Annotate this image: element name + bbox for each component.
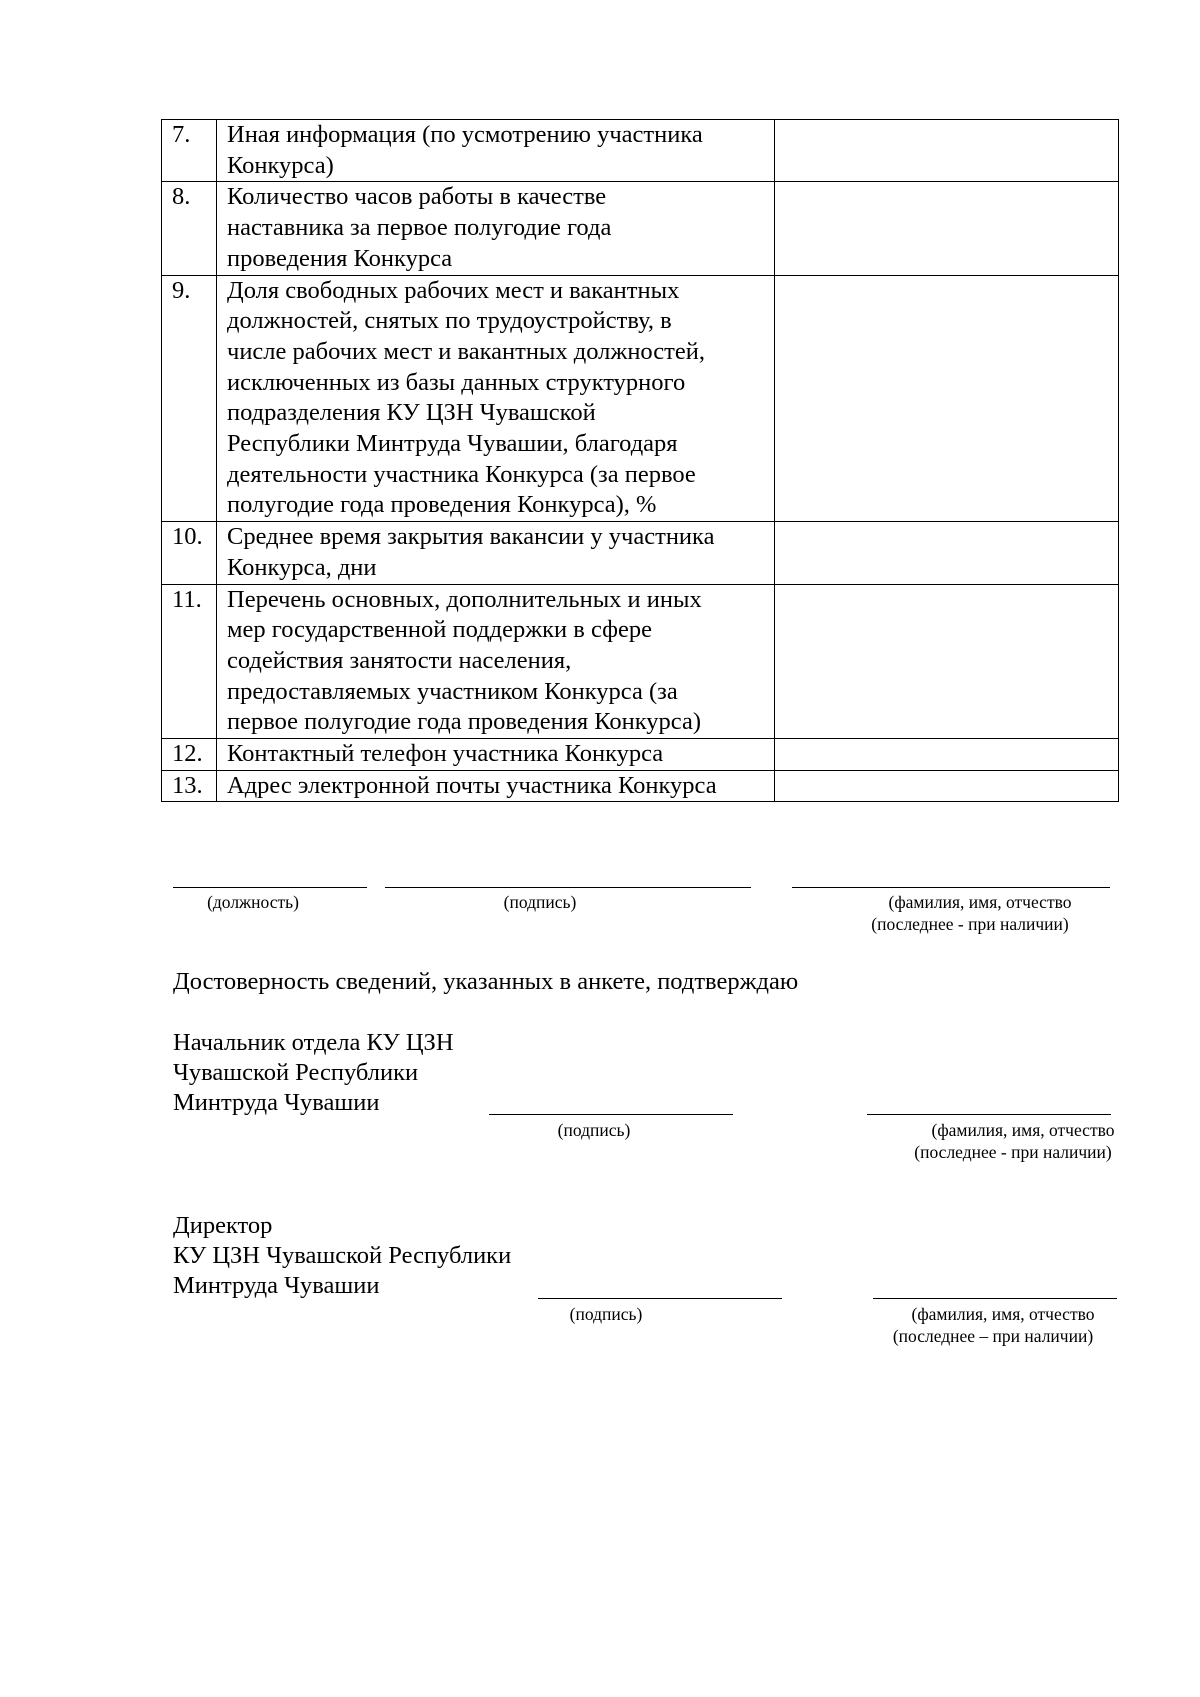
participant-name-caption-line1: (фамилия, имя, отчество	[888, 892, 1072, 912]
participant-signature-caption: (подпись)	[503, 892, 577, 912]
row-number: 13.	[162, 770, 217, 802]
row-description-line: Иная информация (по усмотрению участника	[227, 121, 703, 148]
director-name-caption-line2: (последнее – при наличии)	[892, 1326, 1094, 1346]
row-description-line: Перечень основных, дополнительных и иных	[227, 585, 702, 613]
row-value-cell[interactable]	[775, 739, 1119, 771]
director-signature-caption: (подпись)	[569, 1304, 643, 1324]
director-title-line2: КУ ЦЗН Чувашской Республики	[173, 1242, 512, 1269]
position-caption: (должность)	[207, 892, 299, 912]
row-description	[217, 120, 775, 182]
row-number: 11.	[162, 584, 217, 739]
position-signature-line	[173, 887, 367, 888]
department-head-name-line	[867, 1114, 1111, 1115]
row-description-line: Конкурса)	[227, 151, 334, 179]
row-description	[217, 522, 775, 584]
director-signature-line	[538, 1298, 782, 1299]
row-description-line: Количество часов работы в качестве	[227, 183, 607, 211]
row-number: 10.	[162, 522, 217, 584]
row-description-line: проведения Конкурса	[227, 244, 453, 272]
row-description-line: исключенных из базы данных структурного	[227, 368, 686, 396]
row-value-cell[interactable]	[775, 770, 1119, 802]
row-value-cell[interactable]	[775, 584, 1119, 739]
row-description-line: Республики Минтруда Чувашии, благодаря	[227, 430, 678, 458]
row-description	[217, 182, 775, 275]
row-description-line: Доля свободных рабочих мест и вакантных	[227, 276, 680, 304]
department-head-title-line1: Начальник отдела КУ ЦЗН	[173, 1029, 454, 1056]
row-description	[217, 275, 775, 522]
table-row	[162, 770, 1119, 802]
department-head-signature-caption: (подпись)	[557, 1120, 631, 1140]
row-value-cell[interactable]	[775, 275, 1119, 522]
row-description-line: полугодие года проведения Конкурса), %	[227, 491, 657, 519]
row-number: 12.	[162, 739, 217, 771]
department-head-signature-line	[489, 1114, 733, 1115]
department-head-name-caption-line1: (фамилия, имя, отчество	[931, 1120, 1115, 1140]
row-description-line: наставника за первое полугодие года	[227, 214, 612, 242]
row-value-cell[interactable]	[775, 182, 1119, 275]
row-description-line: предоставляемых участником Конкурса (за	[227, 677, 678, 705]
table-row	[162, 739, 1119, 771]
row-description-line: должностей, снятых по трудоустройству, в	[227, 307, 672, 335]
row-description	[217, 739, 775, 771]
table-row	[162, 522, 1119, 584]
row-description	[217, 770, 775, 802]
row-description-line: содействия занятости населения,	[227, 646, 572, 674]
row-value-cell[interactable]	[775, 522, 1119, 584]
row-description	[217, 584, 775, 739]
participant-name-line	[792, 887, 1110, 888]
row-value-cell[interactable]	[775, 120, 1119, 182]
department-head-title-line2: Чувашской Республики	[173, 1059, 419, 1086]
participant-signature-line	[385, 887, 751, 888]
participant-name-caption-line2: (последнее - при наличии)	[871, 914, 1069, 934]
department-head-title-line3: Минтруда Чувашии	[173, 1089, 380, 1116]
table-row	[162, 120, 1119, 182]
confirmation-text: Достоверность сведений, указанных в анкете, подтверждаю	[173, 968, 799, 995]
row-number: 9.	[162, 275, 217, 522]
row-description-line: Контактный телефон участника Конкурса	[227, 740, 664, 768]
row-description-line: числе рабочих мест и вакантных должностей,	[227, 337, 705, 365]
row-description-line: деятельности участника Конкурса (за первое	[227, 460, 696, 488]
table-row	[162, 584, 1119, 739]
row-number: 8.	[162, 182, 217, 275]
director-title-line1: Директор	[173, 1212, 273, 1239]
row-description-line: первое полугодие года проведения Конкурса)	[227, 708, 701, 736]
row-description-line: Среднее время закрытия вакансии у участника	[227, 523, 715, 551]
table-row	[162, 182, 1119, 275]
department-head-name-caption-line2: (последнее - при наличии)	[914, 1142, 1112, 1162]
table-row	[162, 275, 1119, 522]
row-number: 7.	[162, 120, 217, 182]
row-description-line: Конкурса, дни	[227, 553, 377, 581]
director-title-line3: Минтруда Чувашии	[173, 1272, 380, 1299]
questionnaire-table-body	[162, 120, 1119, 802]
director-name-line	[873, 1298, 1117, 1299]
row-description-line: мер государственной поддержки в сфере	[227, 616, 653, 644]
questionnaire-table	[161, 119, 1119, 802]
director-name-caption-line1: (фамилия, имя, отчество	[911, 1304, 1095, 1324]
row-description-line: Адрес электронной почты участника Конкурса	[227, 771, 717, 799]
row-description-line: подразделения КУ ЦЗН Чувашской	[227, 399, 596, 427]
